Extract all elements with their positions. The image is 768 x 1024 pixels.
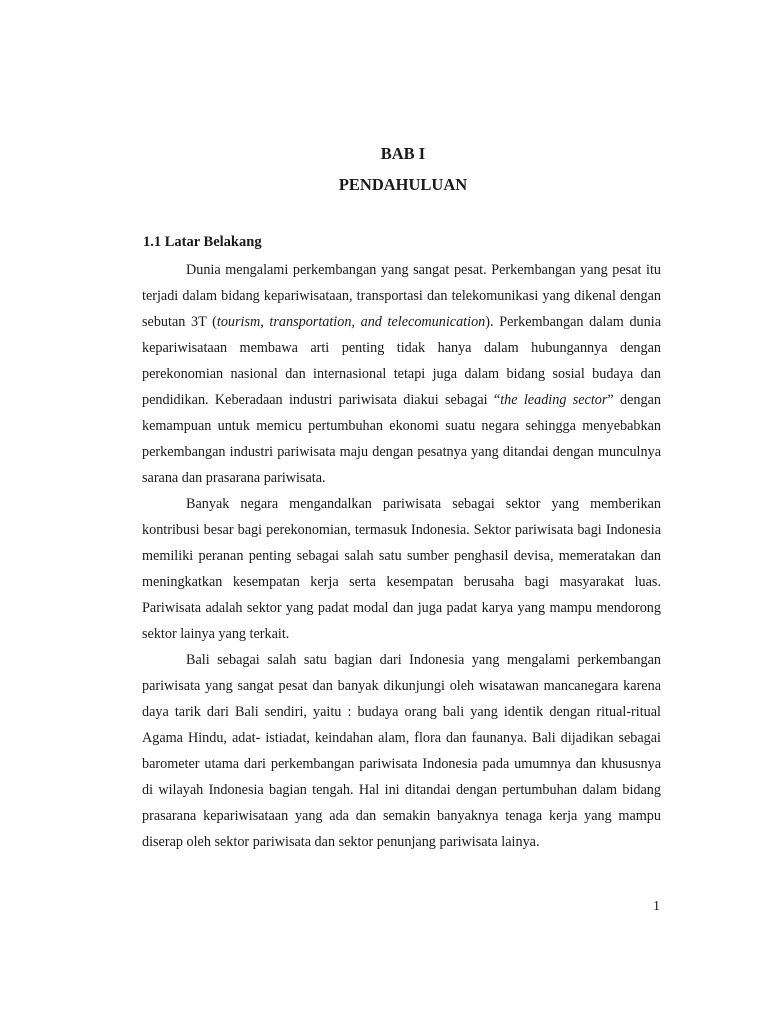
page-number: 1 [653, 899, 660, 914]
paragraph-2 [142, 491, 661, 647]
text-run: ” dengan kemampuan untuk memicu pertumbuhan ekonomi suatu negara sehingga menyebabkan perkembangan industri pariwisata maju dengan pesatnya yang ditandai dengan munculnya sarana dan prasarana pariwisata. [142, 392, 661, 486]
italic-term: tourism, transportation, and telecomunication [216, 314, 486, 330]
text-run: Banyak negara mengandalkan pariwisata sebagai sektor yang memberikan kontribusi besar bagi perekonomian, termasuk Indonesia. Sektor pariwisata bagi Indonesia memiliki peranan penting sebagai salah satu sumber penghasil devisa, memeratakan dan meningkatkan kesempatan kerja serta kesempatan berusaha bagi masyarakat luas. Pariwisata adalah sektor yang padat modal dan juga padat karya yang mampu mendorong sektor lainya yang terkait. [142, 496, 661, 642]
body-text [142, 257, 661, 855]
text-run: Bali sebagai salah satu bagian dari Indonesia yang mengalami perkembangan pariwisata yang sangat pesat dan banyak dikunjungi oleh wisatawan mancanegara karena daya tarik dari Bali sendiri, yaitu : budaya orang bali yang identik dengan ritual-ritual Agama Hindu, adat- istiadat, keindahan alam, flora dan faunanya. Bali dijadikan sebagai barometer utama dari perkembangan pariwisata Indonesia pada umumnya dan khususnya di wilayah Indonesia bagian tengah. Hal ini ditandai dengan pertumbuhan dalam bidang prasarana kepariwisataan yang ada dan semakin banyaknya tenaga kerja yang mampu diserap oleh sektor pariwisata dan sektor penunjang pariwisata lainya. [142, 652, 661, 850]
paragraph-3 [142, 647, 661, 855]
chapter-number: BAB I [380, 144, 426, 163]
paragraph-1 [142, 257, 661, 491]
section-heading: 1.1 Latar Belakang [143, 234, 262, 250]
chapter-title: PENDAHULUAN [338, 175, 468, 194]
text-run: Dunia mengalami perkembangan yang sangat pesat. Perkembangan yang pesat itu terjadi dalam bidang kepariwisataan, transportasi dan telekomunikasi yang dikenal dengan sebutan 3T ( [142, 262, 661, 330]
text-run: ). Perkembangan dalam dunia kepariwisataan membawa arti penting tidak hanya dalam hubungannya dengan perekonomian nasional dan internasional tetapi juga dalam bidang sosial budaya dan pendidikan. Keberadaan industri pariwisata diakui sebagai “ [142, 314, 661, 408]
italic-term: the leading sector [500, 392, 608, 408]
